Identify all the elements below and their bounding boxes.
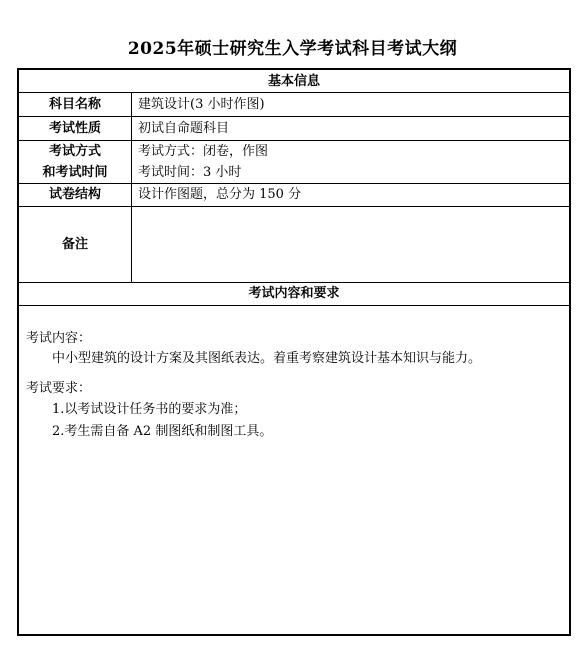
paper-structure-value: 设计作图题，总分为 150 分 [138, 187, 302, 202]
subject-name-label: 科目名称 [48, 97, 101, 112]
syllabus-table [17, 68, 571, 636]
exam-nature-value: 初试自命题科目 [138, 121, 230, 136]
subject-name-value: 建筑设计(3 小时作图) [138, 97, 265, 112]
exam-method-value-line2: 考试时间：3 小时 [138, 165, 242, 180]
divider [19, 92, 569, 93]
requirement-item: 1.以考试设计任务书的要求为准； [52, 402, 247, 417]
divider [19, 206, 569, 207]
exam-nature-label: 考试性质 [48, 121, 101, 136]
requirements-heading: 考试要求： [26, 381, 92, 396]
content-heading: 考试内容： [26, 331, 92, 346]
paper-structure-label: 试卷结构 [48, 187, 101, 202]
remarks-label: 备注 [61, 237, 88, 252]
divider [19, 305, 569, 306]
exam-method-label-line1: 考试方式 [48, 144, 101, 159]
column-divider [131, 92, 132, 282]
basic-info-header: 基本信息 [267, 74, 320, 89]
content-section-header: 考试内容和要求 [248, 286, 340, 301]
page-title: 2025年硕士研究生入学考试科目考试大纲 [127, 39, 458, 59]
divider [19, 116, 569, 117]
exam-method-label-line2: 和考试时间 [42, 165, 108, 180]
requirement-item: 2.考生需自备 A2 制图纸和制图工具。 [52, 424, 273, 439]
content-body: 中小型建筑的设计方案及其图纸表达。着重考察建筑设计基本知识与能力。 [52, 351, 482, 366]
exam-method-value-line1: 考试方式：闭卷，作图 [138, 144, 269, 159]
